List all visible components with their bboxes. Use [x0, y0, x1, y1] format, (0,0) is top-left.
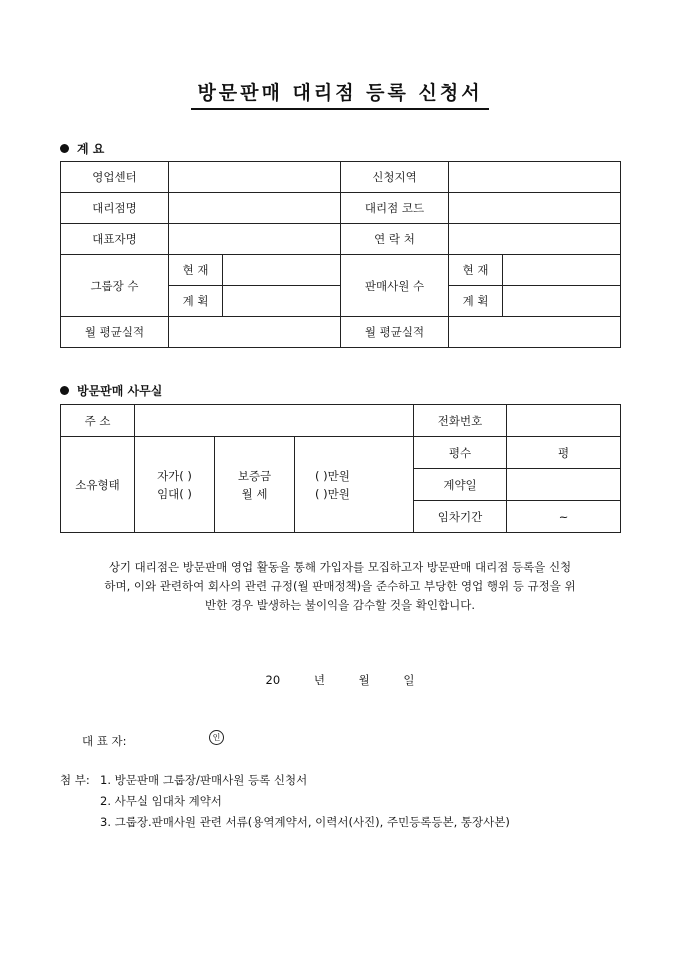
seal-icon: 인 — [209, 730, 224, 745]
contract-date-label: 계약일 — [414, 469, 507, 501]
statement-line: 하며, 이와 관련하여 회사의 관련 규정(월 판매정책)을 준수하고 부당한 영업 행위 등 규정을 위 — [104, 579, 576, 593]
area-field[interactable]: 평 — [507, 437, 621, 469]
title-text: 방문판매 대리점 등록 신청서 — [191, 78, 488, 110]
document-title — [0, 78, 680, 110]
group-current-label: 현 재 — [169, 255, 223, 286]
contract-date-field[interactable] — [507, 469, 621, 501]
lease-period-label: 임차기간 — [414, 501, 507, 533]
monthly-avg-label-left: 월 평균실적 — [61, 317, 169, 348]
payment-labels — [215, 437, 295, 533]
section-office-title: 방문판매 사무실 — [77, 384, 163, 398]
contact-label: 연 락 처 — [341, 224, 449, 255]
phone-field[interactable] — [507, 405, 621, 437]
ownership-label: 소유형태 — [61, 437, 135, 533]
agency-name-label: 대리점명 — [61, 193, 169, 224]
group-count-label: 그룹장 수 — [61, 255, 169, 317]
center-field[interactable] — [169, 162, 341, 193]
group-plan-label: 계 획 — [169, 286, 223, 317]
rent-amount[interactable]: ( )만원 — [315, 486, 350, 501]
sales-current-label: 현 재 — [449, 255, 503, 286]
center-label: 영업센터 — [61, 162, 169, 193]
section-office-heading — [60, 382, 162, 399]
attachment-item: 2. 사무실 임대차 계약서 — [100, 794, 222, 808]
deposit-amount[interactable]: ( )만원 — [315, 468, 350, 483]
deposit-label: 보증금 — [237, 468, 272, 483]
region-field[interactable] — [449, 162, 621, 193]
monthly-avg-label-right: 월 평균실적 — [341, 317, 449, 348]
agency-code-field[interactable] — [449, 193, 621, 224]
representative-label: 대 표 자: — [82, 734, 127, 748]
lease-period-field[interactable]: ~ — [507, 501, 621, 533]
section-overview-title: 계 요 — [77, 142, 105, 156]
statement-line: 반한 경우 발생하는 불이익을 감수할 것을 확인합니다. — [205, 598, 475, 612]
bullet-icon — [60, 386, 69, 395]
agency-name-field[interactable] — [169, 193, 341, 224]
attachment-item: 1. 방문판매 그룹장/판매사원 등록 신청서 — [100, 773, 308, 787]
date-day-unit: 일 — [403, 673, 415, 687]
statement-line: 상기 대리점은 방문판매 영업 활동을 통해 가입자를 모집하고자 방문판매 대리점 등록을 신청 — [108, 560, 572, 574]
phone-label: 전화번호 — [414, 405, 507, 437]
payment-amounts[interactable] — [295, 437, 414, 533]
monthly-avg-field-left[interactable] — [169, 317, 341, 348]
monthly-avg-field-right[interactable] — [449, 317, 621, 348]
attachments — [60, 770, 510, 833]
group-current-field[interactable] — [223, 255, 341, 286]
confirmation-statement — [60, 558, 620, 615]
own-option[interactable]: 자가( ) — [157, 468, 192, 483]
rep-name-label: 대표자명 — [61, 224, 169, 255]
address-field[interactable] — [135, 405, 414, 437]
sales-current-field[interactable] — [503, 255, 621, 286]
region-label: 신청지역 — [341, 162, 449, 193]
application-date — [0, 672, 680, 688]
sales-plan-label: 계 획 — [449, 286, 503, 317]
attachments-label: 첨 부: — [60, 773, 90, 787]
area-label: 평수 — [414, 437, 507, 469]
date-year-unit: 년 — [313, 673, 325, 687]
rep-name-field[interactable] — [169, 224, 341, 255]
attachment-item: 3. 그룹장.판매사원 관련 서류(용역계약서, 이력서(사진), 주민등록등본, 통장사본) — [100, 815, 510, 829]
date-year: 20 — [265, 673, 281, 687]
section-overview-heading — [60, 140, 104, 157]
office-table — [60, 404, 621, 533]
sales-count-label: 판매사원 수 — [341, 255, 449, 317]
overview-table — [60, 161, 621, 348]
agency-code-label: 대리점 코드 — [341, 193, 449, 224]
lease-option[interactable]: 임대( ) — [157, 486, 192, 501]
address-label: 주 소 — [61, 405, 135, 437]
sales-plan-field[interactable] — [503, 286, 621, 317]
monthly-rent-label: 월 세 — [241, 486, 268, 501]
bullet-icon — [60, 144, 69, 153]
contact-field[interactable] — [449, 224, 621, 255]
date-month-unit: 월 — [358, 673, 370, 687]
group-plan-field[interactable] — [223, 286, 341, 317]
ownership-options[interactable] — [135, 437, 215, 533]
